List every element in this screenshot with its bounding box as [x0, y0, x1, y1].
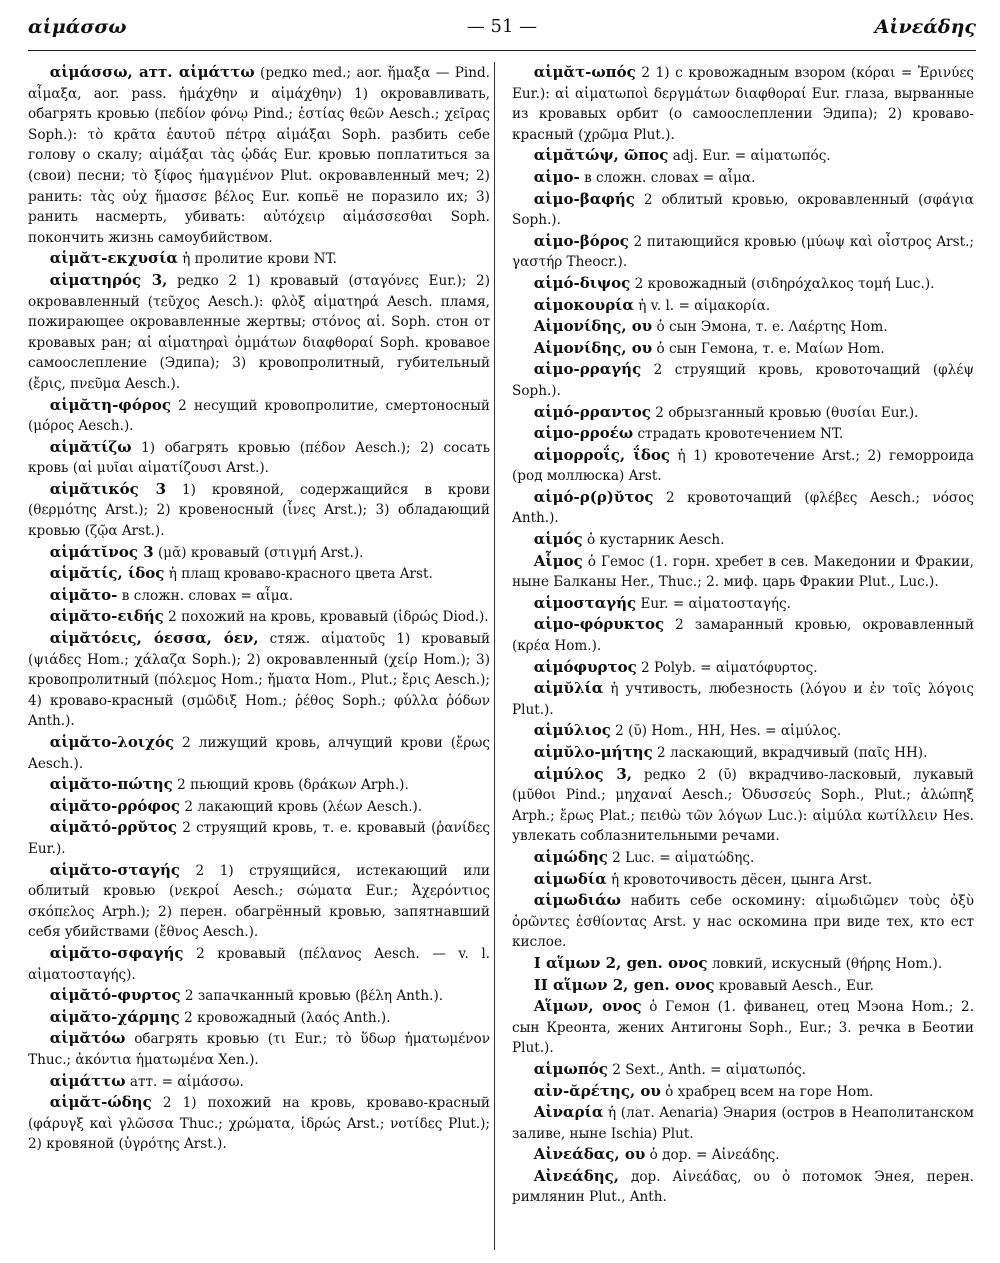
entry-headword: Αἱμονίδης, ου [533, 317, 653, 336]
dictionary-entry [512, 742, 974, 764]
dictionary-entry [512, 189, 974, 231]
entry-definition: 2 Sext., Anth. = αἱματωπός. [607, 1061, 807, 1078]
entry-definition: 2 лакающий кровь (λέων Aesch.). [180, 798, 423, 815]
entry-definition: ἡ пролитие крови NT. [177, 251, 337, 268]
entry-headword: αἱμός [533, 530, 583, 549]
dictionary-entry [28, 1007, 490, 1029]
entry-definition: 2 похожий на кровь, кровавый (ἱδρώς Diod.). [163, 609, 489, 626]
dictionary-entry [512, 847, 974, 869]
running-head-first-word: αἱμάσσω [28, 16, 127, 38]
entry-headword: αἱμωδιάω [533, 891, 621, 910]
entry-headword: Αἱμονίδης, ου [533, 338, 653, 357]
entry-headword: αἱμᾰτο-πώτης [49, 775, 173, 794]
entry-definition: 1) кровяной, содержащийся в крови (θερμότης Arst.); 2) кровеносный (ἶνες Arst.); 3) обладающий кровью (ζῷα Arst.). [28, 481, 490, 540]
entry-headword: I αἵμων 2, gen. ονος [533, 953, 708, 972]
entry-headword: αἱμᾰτίς, ίδος [49, 564, 165, 583]
dictionary-entry [28, 628, 490, 732]
entry-headword: αἱμᾰτο- [49, 585, 118, 604]
entry-definition: 1) обагрять кровью (πέδον Aesch.); 2) сосать кровь (αἱ μυῖαι αἱματίζουσι Arst.). [28, 439, 490, 477]
entry-headword: αἱμᾰτ-εκχυσία [49, 249, 178, 268]
dictionary-entry [28, 1071, 490, 1093]
entry-headword: αἱμάτῐνος 3 [49, 542, 154, 561]
entry-definition: 2 (ῠ) Hom., HH, Hes. = αἱμύλος. [610, 723, 842, 740]
dictionary-entry [512, 996, 974, 1059]
dictionary-entry [512, 316, 974, 338]
dictionary-entry [512, 1144, 974, 1166]
entry-definition: набить себе оскомину: αἱμωδιῶμεν τοὺς ὀξὺ ὀρῶντες ἐσθίοντας Arst. у нас оскомина при виде тех, кто ест кислое. [512, 893, 974, 951]
entry-headword: αἱμο-βόρος [533, 231, 629, 250]
dictionary-entry [512, 614, 974, 656]
entry-headword: αἱμύλιος [533, 721, 611, 740]
entry-headword: αἱμᾰτόεις, όεσσα, όεν, [49, 629, 259, 648]
dictionary-entry [512, 678, 974, 720]
dictionary-entry [512, 231, 974, 273]
dictionary-entry [512, 1059, 974, 1081]
dictionary-entry [28, 479, 490, 542]
dictionary-entry [28, 585, 490, 607]
entry-definition: редко 2 1) кровавый (σταγόνες Eur.); 2) окровавленный (τεῦχος Aesch.): φλὸξ αἱματηρά Aesch. пламя, пожирающее окровавленные жертвы; στόνος αἱ. Soph. стон от кровавых ран; αἱ αἱματηραὶ ὀμμάτων διαφθοραί Soph. кровавое самоослепление (Эдипа); 3) кровопролитный, губительный (ἔρις, πνεῦμα Aesch.). [28, 272, 490, 392]
entry-headword: αἰν-ᾰρέτης, ου [533, 1081, 661, 1100]
entry-definition: 2 несущий кровопролитие, смертоносный (μόρος Aesch.). [28, 397, 490, 435]
dictionary-entry [512, 720, 974, 742]
entry-definition: 2 Luc. = αἱματώδης. [607, 849, 755, 866]
entry-definition: (μᾰ) кровавый (στιγμή Arst.). [153, 544, 364, 561]
entry-definition: 2 Polyb. = αἱματόφυρτος. [636, 659, 818, 676]
dictionary-entry [512, 1081, 974, 1103]
dictionary-entry [512, 145, 974, 167]
entry-headword: II αἵμων 2, gen. ονος [533, 975, 715, 994]
entry-definition: 2 кровожадный (λαός Anth.). [179, 1009, 391, 1026]
entry-definition: ἡ кровоточивость дёсен, цынга Arst. [606, 871, 873, 888]
entry-headword: αἱμορροΐς, ΐδος [533, 445, 670, 464]
entry-headword: αἱμωδία [533, 869, 607, 888]
entry-definition: ὁ храбрец всем на горе Hom. [660, 1083, 874, 1100]
dictionary-entry [28, 62, 490, 248]
entry-headword: αἱμο-ρροέω [533, 424, 634, 443]
entry-definition: (редко med.; aor. ἥμαξα — Pind. αἷμαξα, aor. pass. ἡμάχθην и αἱμάχθην) 1) окровавливать, обагрять кровью (πεδίον φόνῳ Pind.; ἑστίας θεῶν Aesch.; χεῖρας Soph.): τὸ κρᾶτα ἑαυτοῦ πέτρᾳ αἱμάξαι Soph. разбить себе голову о скалу; αἱμάξαι τὰς ᾠδάς Eur. кровью поплатиться за (свои) песни; τὸ ξίφος ἡμαγμένον Plut. окровавленный меч; 2) ранить: τὰς οὐχ ἥμασσε βέλος Eur. копьё не поразило их; 3) ранить насмерть, убивать: αὐτόχειρ αἱμάσσεσθαι Soph. покончить жизнь самоубийством. [28, 65, 490, 246]
page-number: — 51 — [466, 16, 538, 37]
dictionary-entry [512, 273, 974, 295]
dictionary-entry [512, 62, 974, 145]
entry-definition: ὁ сын Гемона, т. е. Μαίων Hom. [652, 340, 885, 357]
entry-headword: αἱμό-ρραντος [533, 402, 651, 421]
column-divider [494, 62, 495, 1250]
entry-definition: 2 струящий кровь, кровоточащий (φλέψ Soph.). [512, 362, 974, 399]
entry-definition: ὁ Гемос (1. горн. хребет в сев. Македонии и Фракии, ныне Балканы Her., Thuc.; 2. миф. царь Фракии Plut., Luc.). [512, 553, 974, 591]
entry-definition: 2 питающийся кровью (μύωψ καὶ οἶστρος Arst.; γαστήρ Theocr.). [512, 233, 974, 271]
entry-definition: 2 струящий кровь, т. е. кровавый (ῥανίδες Eur.). [28, 820, 490, 857]
dictionary-entry [28, 943, 490, 985]
dictionary-entry [28, 774, 490, 796]
entry-headword: αἱμωπός [533, 1059, 608, 1078]
entry-headword: αἱμῠλο-μήτης [533, 743, 653, 761]
entry-definition: ἡ (лат. Aenaria) Энария (остров в Неаполитанском заливе, ныне Ischia) Plut. [512, 1105, 974, 1142]
entry-definition: ὁ Гемон (1. фиванец, отец Мэона Hom.; 2. сын Креонта, жених Антигоны Soph., Eur.; 3. речка в Беотии Plut.). [512, 999, 974, 1057]
entry-headword: αἱμό-ρ(ρ)ῠτος [533, 487, 654, 506]
dictionary-entry [512, 551, 974, 593]
entry-definition: 2 облитый кровью, окровавленный (σφάγια Soph.). [512, 191, 974, 229]
dictionary-entry [512, 338, 974, 360]
dictionary-entry [512, 487, 974, 529]
entry-definition: adj. Eur. = αἱματωπός. [668, 148, 831, 165]
entry-headword: αἱμᾰτώψ, ῶπος [533, 146, 669, 165]
entry-headword: αἱμο- [533, 167, 580, 186]
entry-headword: αἱμᾰτο-σφαγής [49, 943, 184, 962]
entry-headword: αἱμᾰτη-φόρος [49, 395, 171, 414]
right-column [512, 62, 974, 1252]
entry-headword: Αἰναρία [533, 1103, 604, 1122]
entry-headword: αἱμο-ρραγής [533, 360, 642, 379]
dictionary-entry [28, 817, 490, 859]
entry-definition: 2 кровавый (πέλανος Aesch. — v. l. αἱματοσταγής). [28, 945, 490, 983]
dictionary-entry [28, 563, 490, 585]
entry-headword: αἱμᾰτό-φυρτος [49, 986, 181, 1005]
running-head-last-word: Αἰνεάδης [874, 16, 976, 38]
entry-headword: Αἰνεάδας, ου [533, 1145, 646, 1164]
dictionary-entry [512, 423, 974, 445]
dictionary-entry [28, 1092, 490, 1155]
entry-headword: αἱμᾰτόω [49, 1029, 126, 1048]
dictionary-entry [512, 890, 974, 953]
entry-definition: стяж. αἱματοῦς 1) кровавый (ψιάδες Hom.; χάλαζα Soph.); 2) окровавленный (χείρ Hom.); 3) кровопролитный (πόλεμος Hom.; ἤματα Hom., Plut.; ἔρις Aesch.); 4) кроваво-красный (σμῶδιξ Hom.; ῥέθος Soph.; φύλλα ῥόδων Anth.). [28, 631, 490, 730]
dictionary-entry [512, 445, 974, 487]
dictionary-entry [512, 167, 974, 189]
entry-headword: αἱμῠλία [533, 679, 604, 698]
entry-definition: ὁ дор. = Αἰνεάδης. [645, 1147, 780, 1164]
entry-headword: αἱμο-βαφής [533, 189, 635, 208]
entry-headword: αἱμᾰτό-ρρῠτος [49, 818, 177, 837]
entry-headword: αἱμᾰτο-λοιχός [49, 733, 175, 751]
entry-headword: αἱμοκουρία [533, 295, 634, 314]
entry-definition: 2 1) с кровожадным взором (κόραι = Ἐρινύες Eur.): αἱ αἱματωποὶ δεργμάτων διαφθοραί Eur. глаза, вырванные из кровавых орбит (о самоослеплении Эдипа); 2) кроваво-красный (χρῶμα Plut.). [512, 65, 974, 143]
dictionary-entry [512, 657, 974, 679]
entry-definition: в сложн. словах = αἷμα. [117, 587, 294, 604]
entry-definition: Eur. = αἱματοσταγής. [636, 595, 791, 612]
dictionary-entry [512, 764, 974, 847]
dictionary-entry [512, 953, 974, 975]
entry-headword: αἱμοσταγής [533, 593, 637, 612]
entry-definition: 2 замаранный кровью, окровавленный (κρέα Hom.). [512, 617, 974, 655]
dictionary-entry [512, 529, 974, 551]
entry-headword: αἱματηρός 3, [49, 270, 168, 289]
dictionary-entry [512, 869, 974, 891]
dictionary-entry [28, 985, 490, 1007]
entry-definition: ἡ плащ кроваво-красного цвета Arst. [164, 566, 433, 583]
dictionary-entry [28, 860, 490, 943]
entry-definition: ὁ кустарник Aesch. [582, 532, 725, 549]
dictionary-entry [512, 593, 974, 615]
entry-headword: αἱμᾰτο-σταγής [49, 860, 181, 879]
page-header [28, 14, 976, 51]
entry-definition: 2 обрызганный кровью (θυσίαι Eur.). [650, 404, 919, 421]
dictionary-entry [28, 270, 490, 395]
entry-definition: атт. = αἱμάσσω. [125, 1073, 244, 1090]
entry-headword: αἱμάττω [49, 1071, 126, 1090]
entry-headword: αἱμᾰτίζω [49, 437, 132, 456]
dictionary-entry [28, 1028, 490, 1070]
entry-definition: дор. Αἰνεάδας, ου ὁ потомок Энея, перен. римлянин Plut., Anth. [512, 1168, 974, 1206]
entry-definition: страдать кровотечением NT. [633, 426, 844, 443]
entry-definition: в сложн. словах = αἷμα. [579, 169, 756, 186]
dictionary-entry [28, 732, 490, 774]
entry-headword: αἱμόφυρτος [533, 657, 637, 676]
entry-definition: ἡ 1) кровотечение Arst.; 2) геморроида (род моллюска) Arst. [512, 447, 974, 485]
dictionary-entry [28, 395, 490, 437]
dictionary-entry [512, 359, 974, 401]
entry-headword: αἱμᾰτικός 3 [49, 479, 167, 498]
entry-headword: αἱμό-διψος [533, 273, 631, 292]
entry-definition: ὁ сын Эмона, т. е. Λαέρτης Hom. [652, 319, 888, 336]
entry-headword: αἱμᾰτ-ώδης [49, 1093, 152, 1112]
entry-definition: редко 2 (ῠ) вкрадчиво-ласковый, лукавый (μῦθοι Pind.; μηχαναί Aesch.; Ὀδυσσεύς Soph., Plut.; ἀλώπηξ Arph.; ἔρως Plat.; πειθὼ τῶν λόγων Luc.): αἱμύλα κωτίλλειν Hes. увлекать соблазнительными речами. [512, 766, 974, 845]
entry-definition: ἡ учтивость, любезность (λόγου и ἐν τοῖς λόγοις Plut.). [512, 681, 974, 718]
dictionary-entry [512, 402, 974, 424]
left-column [28, 62, 490, 1252]
dictionary-entry [28, 437, 490, 479]
entry-headword: Αἰνεάδης, [533, 1166, 619, 1185]
entry-headword: αἱμο-φόρυκτος [533, 615, 665, 634]
dictionary-entry [28, 606, 490, 628]
entry-definition: 2 кровожадный (σιδηρόχαλκος τομή Luc.). [630, 275, 935, 292]
dictionary-entry [28, 796, 490, 818]
entry-headword: αἱμᾰτο-ρρόφος [49, 796, 181, 815]
entry-definition: 2 1) струящийся, истекающий или облитый кровью (νεκροί Aesch.; σώματα Eur.; Ἀχερόντιος σκόπελος Arph.); 2) перен. обагрённый кровью, запятнавший себя убийствами (ἔθνος Aesch.). [28, 862, 490, 941]
entry-definition: 2 1) похожий на кровь, кроваво-красный (φάρυγξ καὶ γλῶσσα Thuc.; χρώματα, ἱδρώς Arst.; νοτίδες Plut.); 2) кровяной (ὑγρότης Arst.). [28, 1095, 490, 1153]
dictionary-entry [512, 295, 974, 317]
entry-headword: αἱμᾰτ-ωπός [533, 63, 636, 81]
entry-headword: αἱμύλος 3, [533, 764, 632, 783]
entry-definition: 2 кровоточащий (φλέβες Aesch.; νόσος Anth.). [512, 489, 974, 527]
dictionary-entry [512, 975, 974, 997]
entry-headword: αἱμάσσω, атт. αἱμάττω [49, 63, 255, 81]
dictionary-entry [512, 1166, 974, 1208]
entry-definition: обагрять кровью (τι Eur.; τὸ ὕδωρ ἡματωμένον Thuc.; ἀκόντια ἡματωμένα Xen.). [28, 1031, 490, 1068]
entry-headword: αἱμᾰτο-χάρμης [49, 1007, 180, 1026]
entry-definition: кровавый Aesch., Eur. [714, 977, 875, 994]
entry-definition: 2 лижущий кровь, алчущий крови (ἔρως Aesch.). [28, 735, 490, 772]
entry-headword: αἱμᾰτο-ειδής [49, 607, 164, 626]
entry-headword: Αἵμων, ονος [533, 997, 642, 1016]
dictionary-entry [28, 248, 490, 270]
entry-headword: αἱμώδης [533, 847, 608, 866]
entry-definition: 2 пьющий кровь (δράκων Arph.). [172, 777, 409, 794]
entry-definition: ἡ v. l. = αἱμακορία. [633, 297, 771, 314]
dictionary-entry [28, 542, 490, 564]
entry-definition: ловкий, искусный (θήρης Hom.). [707, 955, 943, 972]
entry-definition: 2 запачканный кровью (βέλη Anth.). [180, 988, 444, 1005]
dictionary-entry [512, 1102, 974, 1144]
entry-definition: 2 ласкающий, вкрадчивый (παῖς HH). [652, 745, 928, 761]
entry-headword: Αἷμος [533, 551, 583, 570]
